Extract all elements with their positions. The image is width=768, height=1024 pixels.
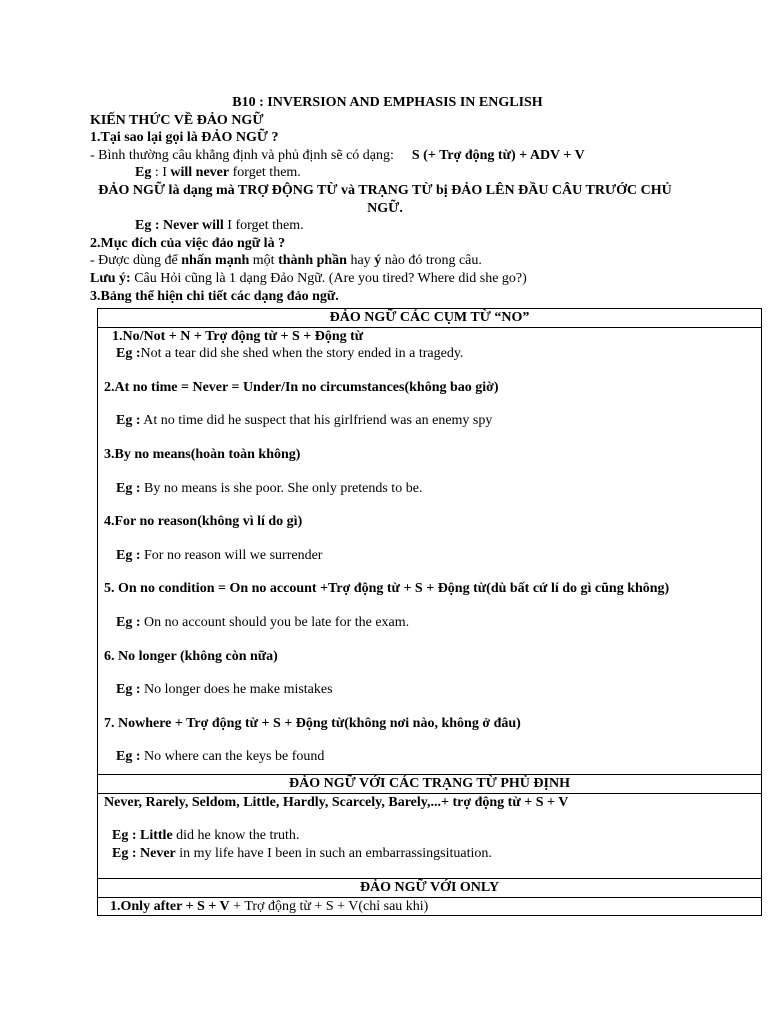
purpose-text-1: - Được dùng để [90,253,182,269]
example-inverted-text: I forget them. [223,218,304,234]
note-line [90,270,690,288]
rule-3: 3.By no means(hoàn toàn không) [104,446,301,462]
rule-7-example [104,748,755,766]
rule-2-example [104,412,755,430]
purpose-bold-1: nhấn mạnh [181,253,250,269]
purpose-line [90,252,690,270]
eg-label: Eg : [116,614,141,630]
eg-label: Eg : [116,413,141,429]
normal-sentence-text: - Bình thường câu khẳng định và phủ định sẽ có dạng: [90,147,394,163]
eg-text: No longer does he make mistakes [140,682,333,698]
section-no-body [98,327,762,774]
eg-text: did he know the truth. [172,828,300,844]
only-rule-1 [104,898,755,916]
purpose-text-4: nào đó trong câu. [381,253,482,269]
eg-text: By no means is she poor. She only pretends to be. [140,480,423,496]
negative-example-2 [104,845,755,863]
rule-4: 4.For no reason(không vì lí do gì) [104,514,303,530]
negative-adverbs-rule: Never, Rarely, Seldom, Little, Hardly, Scarcely, Barely,...+ trợ động từ + S + V [104,794,569,810]
inversion-table [97,308,762,916]
negative-example-1 [104,827,755,845]
purpose-text-3: hay [346,253,375,269]
eg-text: At no time did he suspect that his girlfriend was an enemy spy [140,413,493,429]
note-label: Lưu ý: [90,270,131,286]
question-1-heading: 1.Tại sao lại gọi là ĐẢO NGỮ ? [90,130,279,146]
eg-bold: Eg : Never [112,845,176,861]
eg-label: Eg : [116,547,141,563]
rule-5: 5. On no condition = On no account +Trợ động từ + S + Động từ(dù bất cứ lí do gì cũng không) [104,581,670,597]
document-title: B10 : INVERSION AND EMPHASIS IN ENGLISH [232,95,543,110]
rule-1: 1.No/Not + N + Trợ động từ + S + Động từ [112,328,364,344]
purpose-text-2: một [249,253,279,269]
eg-label: Eg : [116,346,141,362]
eg-text: Not a tear did she shed when the story ended in a tragedy. [140,346,464,362]
example-inverted-bold: Eg : Never will [135,218,224,234]
only-rule-text: + Trợ động từ + S + V(chỉ sau khi) [229,898,429,914]
question-3-heading: 3.Bảng thể hiện chi tiết các dạng đảo ngữ. [90,288,339,304]
rule-6: 6. No longer (không còn nữa) [104,648,278,664]
example-post: forget them. [229,165,301,181]
rule-3-example [104,480,755,498]
section-only-body [98,897,762,916]
section-negative-body [98,793,762,879]
section-only-heading: ĐẢO NGỮ VỚI ONLY [98,879,762,898]
rule-4-example [104,547,755,565]
inversion-definition: ĐẢO NGỮ là dạng mà TRỢ ĐỘNG TỪ và TRẠNG TỪ bị ĐẢO LÊN ĐẦU CÂU TRƯỚC CHỦ NGỮ. [98,182,672,216]
rule-2: 2.At no time = Never = Under/In no circumstances(không bao giờ) [104,379,499,395]
eg-text: On no account should you be late for the exam. [140,614,410,630]
normal-sentence-formula: S (+ Trợ động từ) + ADV + V [411,147,585,163]
eg-text: in my life have I been in such an embarrassingsituation. [175,845,492,861]
rule-7: 7. Nowhere + Trợ động từ + S + Động từ(không nơi nào, không ở đâu) [104,715,521,731]
only-rule-bold: 1.Only after + S + V [110,898,230,914]
example-normal [90,164,690,182]
rule-6-example [104,681,755,699]
example-inverted [90,217,690,235]
purpose-bold-3: ý [374,253,382,269]
example-pre: : I [151,165,171,181]
normal-sentence-line [90,147,690,165]
rule-1-example [104,345,755,363]
eg-text: No where can the keys be found [140,749,325,765]
example-label: Eg [135,165,152,181]
section-negative-heading: ĐẢO NGỮ VỚI CÁC TRẠNG TỪ PHỦ ĐỊNH [98,774,762,793]
document-subtitle: KIẾN THỨC VỀ ĐẢO NGỮ [90,112,264,128]
eg-label: Eg : [116,682,141,698]
question-2-heading: 2.Mục đích của việc đảo ngữ là ? [90,235,286,251]
eg-label: Eg : [116,480,141,496]
eg-text: For no reason will we surrender [140,547,323,563]
section-no-heading: ĐẢO NGỮ CÁC CỤM TỪ “NO” [98,309,762,328]
eg-bold: Eg : Little [112,828,173,844]
purpose-bold-2: thành phần [278,253,347,269]
note-text: Câu Hỏi cũng là 1 dạng Đảo Ngữ. (Are you tired? Where did she go?) [130,270,527,286]
intro-section [90,94,690,305]
example-bold: will never [170,165,230,181]
eg-label: Eg : [116,749,141,765]
rule-5-example [104,614,755,632]
